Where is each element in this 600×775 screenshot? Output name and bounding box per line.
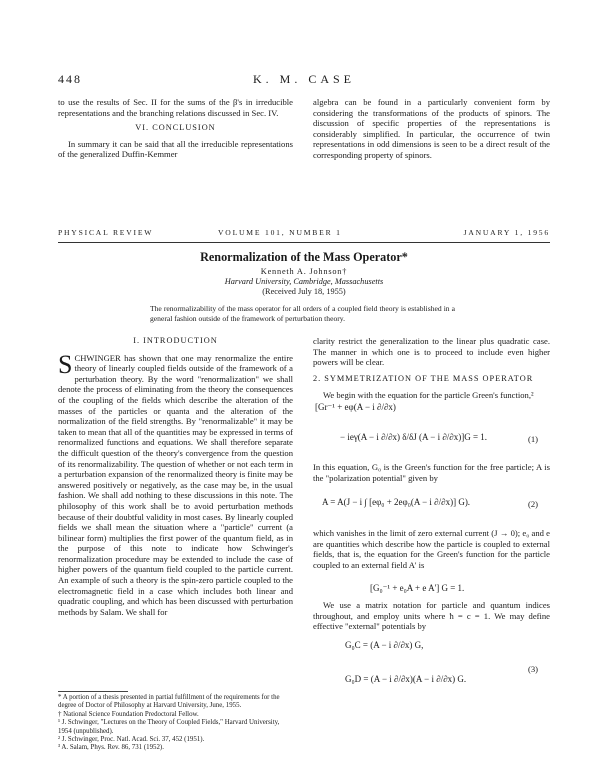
prev-left-text: to use the results of Sec. II for the sums of the β's in irreducible representations and the branching relations discussed in Sec. IV. <box>58 97 293 118</box>
equation-4a: G₀C = (A − i ∂/∂x) G, <box>345 640 424 650</box>
journal-rule <box>58 242 550 243</box>
running-author: K. M. CASE <box>252 72 355 86</box>
right-para-2 <box>313 462 550 483</box>
journal-volume: VOLUME 101, NUMBER 1 <box>218 228 342 237</box>
prev-article-right <box>313 97 550 161</box>
article-received: (Received July 18, 1955) <box>262 287 346 296</box>
article-abstract: The renormalizability of the mass operator for all orders of a coupled field theory is established in a general fashion outside of the framework of perturbation theory. <box>150 304 455 323</box>
conclusion-heading: VI. CONCLUSION <box>135 123 216 133</box>
journal-name: PHYSICAL REVIEW <box>58 228 154 237</box>
drop-cap: S <box>58 349 73 379</box>
equation-4b: G₀D = (A − i ∂/∂x)(A − i ∂/∂x) G. <box>345 674 467 684</box>
footnote: ³ A. Salam, Phys. Rev. 86, 731 (1952). <box>58 744 164 752</box>
right-para-3 <box>313 528 550 570</box>
equation-3: [G₀⁻¹ + e₀A + e A'] G = 1. <box>370 583 465 593</box>
right-column-top <box>313 336 550 401</box>
article-title: Renormalization of the Mass Operator* <box>200 250 408 264</box>
right-para-4-text: We use a matrix notation for particle and quantum indices throughout, and employ units where ħ = c = 1. We may define effective "external" potentials by <box>313 600 550 632</box>
equation-4-number: (3) <box>528 664 539 674</box>
equation-2: A = A(J − i ∫ [eφ₀ + 2eφ₀(A − i ∂/∂x)] G). <box>322 497 471 507</box>
prev-article-left <box>58 97 293 160</box>
equation-1-line-1: [Gr⁻¹ + eφ(A − i ∂/∂x) <box>315 402 396 412</box>
equation-1-number: (1) <box>528 434 539 444</box>
footnote: † National Science Foundation Predoctoral Fellow. <box>58 710 199 718</box>
right-para-3-text: which vanishes in the limit of zero external current (J → 0); e₀ and e are quantities which describe how the particle is coupled to external fields, that is, the equation for the Green's function for the particle coupled to an external field A' is <box>313 528 550 570</box>
journal-date: JANUARY 1, 1956 <box>463 228 550 237</box>
right-intro-text: clarity restrict the generalization to the linear plus quadratic case. The manner in which one is to proceed to include even higher powers will be clear. <box>313 336 550 368</box>
equation-2-number: (2) <box>528 499 539 509</box>
intro-body: CHWINGER has shown that one may renormalize the entire theory of linearly coupled fields outside of the framework of a perturbation theory. By the word "renormalization" we shall denote the process of eliminating from the theory the consequences of the coupling of the fields which describe the alteration of the masses of the particles or quanta and the alteration of the normalization of the field strengths. By "renormalizable" it may be taken to mean that all of the quantities may be expressed in terms of renormalized functions and equations. We shall therefore separate the difficult question of the theory's convergence from the question of its renormalizability. The question of whether or not each term in a perturbation expansion of the renormalized theory is finite may be answered positively or negatively, as the case may be, in the usual fashion. We shall add nothing to these discussions in this note. The philosophy of this work shall be to avoid perturbation methods because of their doubtful validity in most cases. By linearly coupled fields we shall mean the situation where a "particle" current (a bilinear form) multiplies the first power of the quantum field, as in the purpose of this note to indicate how Schwinger's renormalization procedure may be extended to include the case of higher powers of the quantum field coupled to the particle current. An example of such a theory is the spin-zero particle coupled to the electromagnetic field in a case which includes both linear and quadratic coupling, and which has been discussed with perturbation methods by Salam. We shall for <box>58 352 293 617</box>
prev-right-text: algebra can be found in a particularly convenient form by considering the transformations of the products of spinors. The discussion of specific properties of the representations is considerably simplified. In particular, the occurrence of twin representations in odd dimensions is seen to be a direct result of the corresponding property of spinors. <box>313 97 550 160</box>
symmetrization-heading: 2. SYMMETRIZATION OF THE MASS OPERATOR <box>313 373 534 383</box>
left-column <box>58 336 293 617</box>
right-para-4 <box>313 600 550 632</box>
right-lead-text: We begin with the equation for the particle Green's function,² <box>323 390 534 401</box>
article-author: Kenneth A. Johnson† <box>260 267 348 276</box>
footnote: * A portion of a thesis presented in partial fulfillment of the requirements for the degree of Doctor of Philosophy at Harvard University, June, 1955. <box>58 694 280 710</box>
right-para-2-text: In this equation, G₀ is the Green's function for the free particle; A is the "polarization potential" given by <box>313 462 550 483</box>
footnotes <box>58 694 293 753</box>
footnote-rule <box>58 691 128 692</box>
footnote: ¹ J. Schwinger, "Lectures on the Theory of Coupled Fields," Harvard University, 1954 (unpublished). <box>58 719 280 735</box>
equation-1-line-2: − ieγ(A − i ∂/∂x) δ/δJ (A − i ∂/∂x)]G = 1. <box>340 432 488 442</box>
article-affiliation: Harvard University, Cambridge, Massachusetts <box>224 277 384 286</box>
conclusion-text: In summary it can be said that all the irreducible representations of the generalized Duffin-Kemmer <box>58 138 293 160</box>
page-number: 448 <box>58 72 82 86</box>
footnote: ² J. Schwinger, Proc. Natl. Acad. Sci. 37, 452 (1951). <box>58 736 205 744</box>
intro-heading: I. INTRODUCTION <box>133 336 218 345</box>
